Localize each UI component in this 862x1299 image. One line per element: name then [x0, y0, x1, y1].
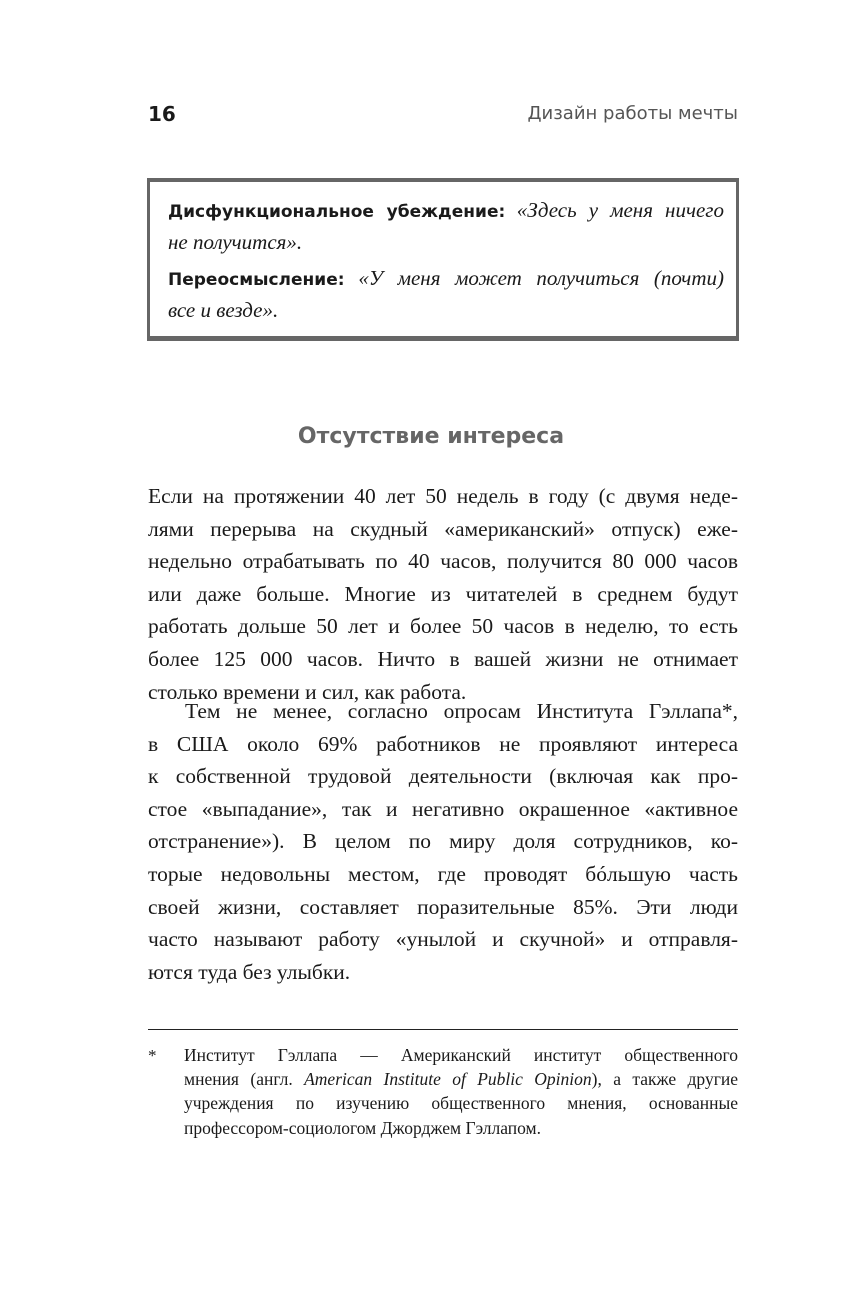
reframe-text-cont: все и везде».	[168, 298, 279, 322]
belief-line-2	[168, 230, 724, 255]
text-line: столько времени и сил, как работа.	[148, 679, 467, 704]
text-line: своей жизни, составляет поразительные 85%. Эти люди	[148, 894, 738, 919]
text-line: лями перерыва на скудный «американский» отпуск) еже-	[148, 516, 738, 541]
text-line: Если на протяжении 40 лет 50 недель в году (с двумя неде-	[148, 484, 738, 508]
text-line: работать дольше 50 лет и более 50 часов в неделю, то есть	[148, 614, 738, 639]
text-line: отстранение»). В целом по миру доля сотрудников, ко-	[148, 829, 738, 854]
belief-line	[168, 198, 724, 223]
belief-text: «Здесь у меня ничего	[516, 198, 724, 222]
reframe-line-2	[168, 298, 724, 323]
footnote-text: ), а также другие	[591, 1069, 739, 1089]
footnote-mark: *	[148, 1046, 157, 1065]
belief-text-cont: не получится».	[168, 230, 303, 254]
footnote-line: профессором-социологом Джорджем Гэллапом.	[184, 1118, 542, 1138]
text-line: ются туда без улыбки.	[148, 959, 351, 984]
section-heading: Отсутствие интереса	[297, 424, 565, 449]
reframe-line	[168, 266, 724, 291]
text-line: торые недовольны местом, где проводят бóльшую часть	[148, 862, 738, 886]
text-line: в США около 69% работников не проявляют интереса	[148, 731, 738, 756]
text-line: Тем не менее, согласно опросам Института Гэллапа*,	[185, 699, 738, 723]
reframe-box	[147, 178, 739, 341]
footnote-divider	[148, 1029, 738, 1030]
footnote-text: мнения (англ.	[184, 1069, 305, 1089]
text-line: к собственной трудовой деятельности (включая как про-	[148, 764, 738, 789]
text-line: недельно отрабатывать по 40 часов, получится 80 000 часов	[148, 549, 738, 574]
text-line: стое «выпадание», так и негативно окрашенное «активное	[148, 796, 738, 821]
footnote-line: учреждения по изучению общественного мнения, основанные	[184, 1093, 738, 1113]
running-title: Дизайн работы мечты	[527, 103, 738, 124]
footnote-line: Институт Гэллапа — Американский институт общественного	[184, 1045, 738, 1065]
text-line: или даже больше. Многие из читателей в среднем будут	[148, 581, 738, 606]
page-number: 16	[148, 102, 176, 126]
reframe-label: Переосмысление:	[168, 270, 345, 290]
footnote-line	[184, 1068, 738, 1090]
footnote-english-name: American Institute of Public Opinion	[304, 1069, 592, 1089]
text-line: более 125 000 часов. Ничто в вашей жизни не отнимает	[148, 647, 738, 671]
belief-label: Дисфункциональное убеждение:	[168, 202, 506, 222]
text-line: часто называют работу «унылой и скучной» и отправля-	[148, 927, 738, 952]
reframe-text: «У меня может получиться (почти)	[358, 266, 724, 290]
